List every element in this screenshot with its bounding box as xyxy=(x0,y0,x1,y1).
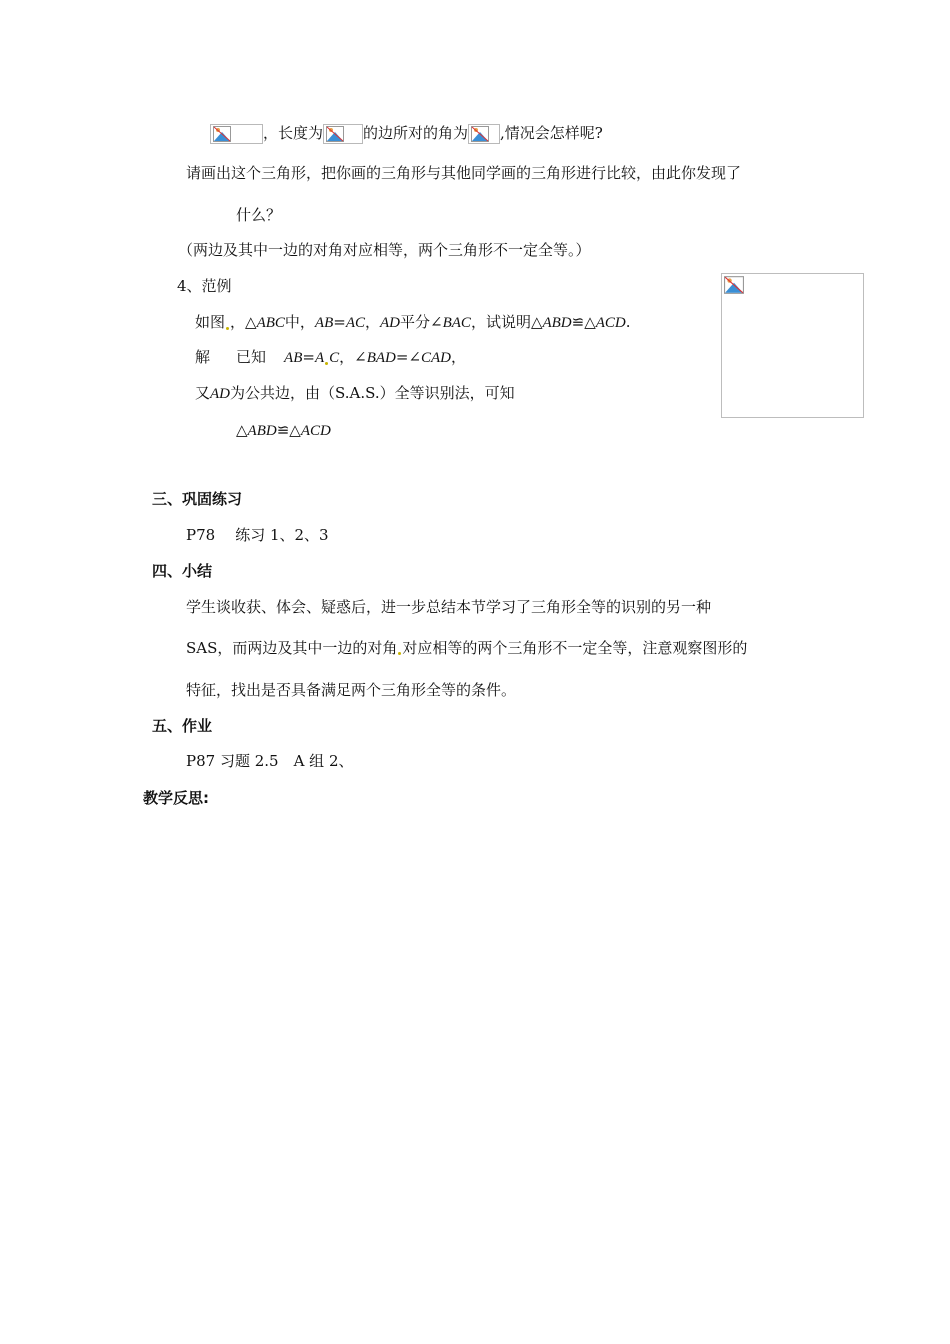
broken-image-icon xyxy=(323,124,363,144)
broken-image-icon xyxy=(724,276,744,294)
summary-line-3: 特征，找出是否具备满足两个三角形全等的条件。 xyxy=(186,681,517,699)
example-heading: 4、范例 xyxy=(177,277,232,295)
homework-line: P87 习题 2.5 A 组 2、 xyxy=(186,752,354,770)
question-line-2: 请画出这个三角形，把你画的三角形与其他同学画的三角形进行比较，由此你发现了 xyxy=(186,164,742,182)
example-problem: 如图 ，△ABC中，AB=AC，AD平分∠BAC，试说明△ABD≌△ACD. xyxy=(195,313,631,331)
example-solution-line-1: 解 已知 AB=A C，∠BAD=∠CAD， xyxy=(195,348,467,366)
summary-line-2: SAS，而两边及其中一边的对角 对应相等的两个三角形不一定全等，注意观察图形的 xyxy=(186,639,748,657)
section-3-title: 三、巩固练习 xyxy=(152,490,243,508)
section-3-content: P78 练习 1、2、3 xyxy=(186,526,329,544)
section-5-title: 五、作业 xyxy=(152,717,213,735)
example-solution-conclusion: △ABD≌△ACD xyxy=(236,421,331,439)
teaching-reflection-label: 教学反思: xyxy=(143,789,209,807)
figure-placeholder xyxy=(721,273,864,418)
broken-image-icon xyxy=(468,124,500,144)
question-line-1: ，长度为 的边所对的角为 ,情况会怎样呢? xyxy=(210,123,603,144)
summary-line-1: 学生谈收获、体会、疑惑后，进一步总结本节学习了三角形全等的识别的另一种 xyxy=(186,598,712,616)
example-solution-line-2: 又AD为公共边，由（S.A.S.）全等识别法，可知 xyxy=(195,384,515,402)
question-line-3: 什么？ xyxy=(236,206,282,224)
section-4-title: 四、小结 xyxy=(152,562,213,580)
broken-image-icon xyxy=(210,124,263,144)
answer-note: （两边及其中一边的对角对应相等，两个三角形不一定全等。） xyxy=(178,241,591,259)
